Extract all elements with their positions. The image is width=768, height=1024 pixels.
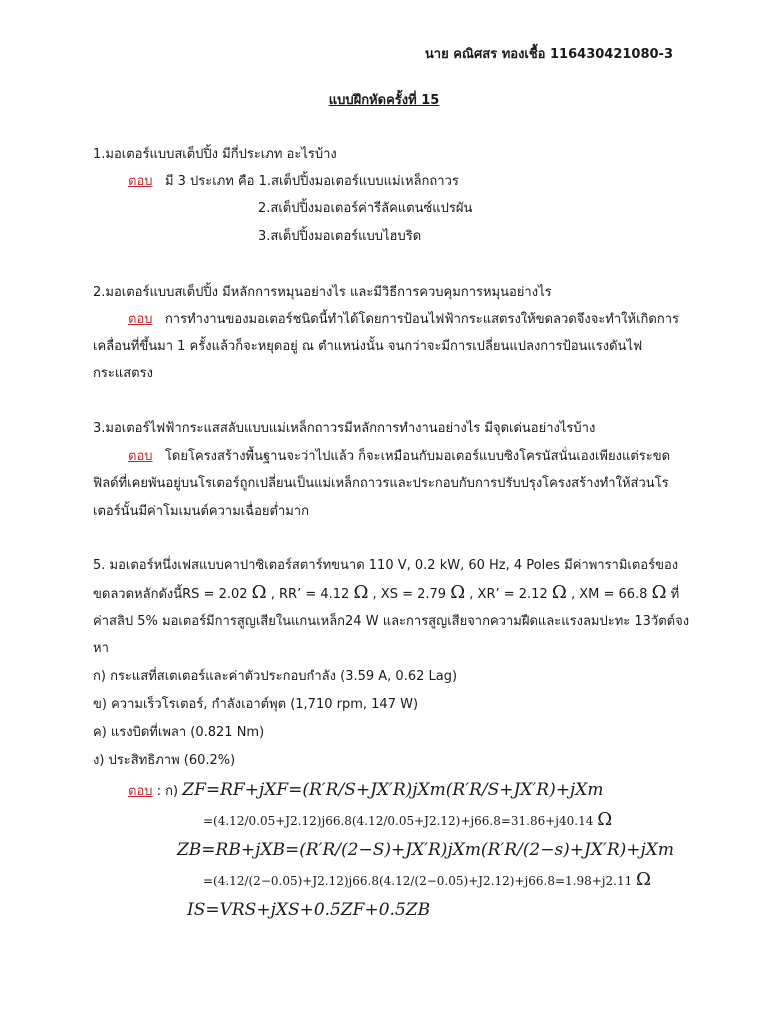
q5-xs: , XS = 2.79 <box>372 587 447 602</box>
q5-line3: ค่าสลิป 5% มอเตอร์มีการสูญเสียในแกนเหล็ก24 W และการสูญเสียจากความฝืดและแรงลมปะทะ 13วัตต์จง <box>93 614 690 629</box>
omega-symbol: Ω <box>651 582 667 603</box>
equation-zf: ZF=RF+jXF=(R′R/S+JX′R)jXm(R′R/S+JX′R)+jXm <box>182 780 604 800</box>
q5-part-d: ง) ประสิทธิภาพ (60.2%) <box>93 753 236 768</box>
q1-question: 1.มอเตอร์แบบสเต็ปปิ้ง มีกี่ประเภท อะไรบ้าง <box>93 147 337 162</box>
q1-answer-line3: 3.สเต็ปปิ้งมอเตอร์แบบไฮบริด <box>258 229 422 244</box>
omega-symbol: Ω <box>597 809 613 830</box>
q3-answer-line1: โดยโครงสร้างพื้นฐานจะว่าไปแล้ว ก็จะเหมือนกับมอเตอร์แบบซิงโครนัสนั่นเองเพียงแต่ระขด <box>164 449 671 464</box>
q2-answer-label: ตอบ <box>128 312 153 327</box>
q5-xm: , XM = 66.8 <box>570 587 648 602</box>
omega-symbol: Ω <box>251 582 267 603</box>
omega-symbol: Ω <box>636 869 651 890</box>
q1-answer-row <box>128 173 459 191</box>
omega-symbol: Ω <box>353 582 369 603</box>
equation-zf-value: =(4.12/0.05+J2.12)j66.8(4.12/0.05+J2.12)+j66.8=31.86+j40.14 <box>203 814 594 828</box>
q5-xr: , XR’ = 2.12 <box>469 587 548 602</box>
q1-answer-label: ตอบ <box>128 174 153 189</box>
q2-answer-line2: เคลื่อนที่ขึ้นมา 1 ครั้งแล้วก็จะหยุดอยู่ ณ ตำแหน่งนั้น จนกว่าจะมีการเปลี่ยนแปลงการป้อนแรงดันไฟ <box>93 339 643 354</box>
q3-answer-line2: ฟิลด์ที่เคยพันอยู่บนโรเตอร์ถูกเปลี่ยนเป็นแม่เหล็กถาวรและประกอบกับการปรับปรุงโครงสร้างทำให้ส่วนโร <box>93 476 669 491</box>
equation-zf-value-row <box>203 811 612 830</box>
q5-rs: ขดลวดหลักดังนี้RS = 2.02 <box>93 587 248 602</box>
q5-part-a: ก) กระแสที่สเตเตอร์และค่าตัวประกอบกำลัง (3.59 A, 0.62 Lag) <box>93 669 458 684</box>
q5-rr: , RR’ = 4.12 <box>270 587 350 602</box>
q5-answer-row <box>128 779 603 803</box>
author-header: นาย คณิศสร ทองเชื้อ 116430421080-3 <box>424 47 673 62</box>
q1-answer-line2: 2.สเต็ปปิ้งมอเตอร์ค่ารีลัคแตนซ์แปรผัน <box>258 201 473 216</box>
q5-part-c: ค) แรงบิดที่เพลา (0.821 Nm) <box>93 725 265 740</box>
q5-at: ที่ <box>670 587 680 602</box>
q3-answer-line3: เตอร์นั้นมีค่าโมเมนต์ความเฉื่อยต่ำมาก <box>93 504 309 519</box>
q2-answer-line3: กระแสตรง <box>93 366 153 381</box>
page-title: แบบฝึกหัดครั้งที่ 15 <box>328 93 440 108</box>
equation-zb-value-row <box>203 871 651 890</box>
q3-answer-row <box>128 448 670 466</box>
q5-answer-label: ตอบ <box>128 784 153 799</box>
q3-answer-label: ตอบ <box>128 449 153 464</box>
q3-question: 3.มอเตอร์ไฟฟ้ากระแสสลับแบบแม่เหล็กถาวรมีหลักการทำงานอย่างไร มีจุดเด่นอย่างไรบ้าง <box>93 421 596 436</box>
q2-answer-line1: การทำงานของมอเตอร์ชนิดนี้ทำได้โดยการป้อนไฟฟ้ากระแสตรงให้ขดลวดจึงจะทำให้เกิดการ <box>164 312 680 327</box>
omega-symbol: Ω <box>450 582 466 603</box>
equation-zb-value: =(4.12/(2−0.05)+J2.12)j66.8(4.12/(2−0.05)+J2.12)+j66.8=1.98+j2.11 <box>203 874 633 888</box>
q1-answer-line1: มี 3 ประเภท คือ 1.สเต็ปปิ้งมอเตอร์แบบแม่เหล็กถาวร <box>164 174 459 189</box>
q5-line1: 5. มอเตอร์หนึ่งเฟสแบบคาปาซิเตอร์สตาร์ทขนาด 110 V, 0.2 kW, 60 Hz, 4 Poles มีค่าพารามิเตอร์ของ <box>93 558 679 573</box>
q2-answer-row <box>128 311 679 329</box>
q5-line4: หา <box>93 641 109 656</box>
omega-symbol: Ω <box>551 582 567 603</box>
equation-zb: ZB=RB+jXB=(R′R/(2−S)+JX′R)jXm(R′R/(2−s)+JX′R)+jXm <box>177 840 674 860</box>
q5-line2 <box>93 584 679 604</box>
equation-is: IS=VRS+jXS+0.5ZF+0.5ZB <box>187 900 431 920</box>
q5-part-b: ข) ความเร็วโรเตอร์, กำลังเอาต์พุต (1,710 rpm, 147 W) <box>93 697 419 712</box>
q5-answer-prefix: : ก) <box>156 784 179 799</box>
q2-question: 2.มอเตอร์แบบสเต็ปปิ้ง มีหลักการหมุนอย่างไร และมีวิธีการควบคุมการหมุนอย่างไร <box>93 285 552 300</box>
